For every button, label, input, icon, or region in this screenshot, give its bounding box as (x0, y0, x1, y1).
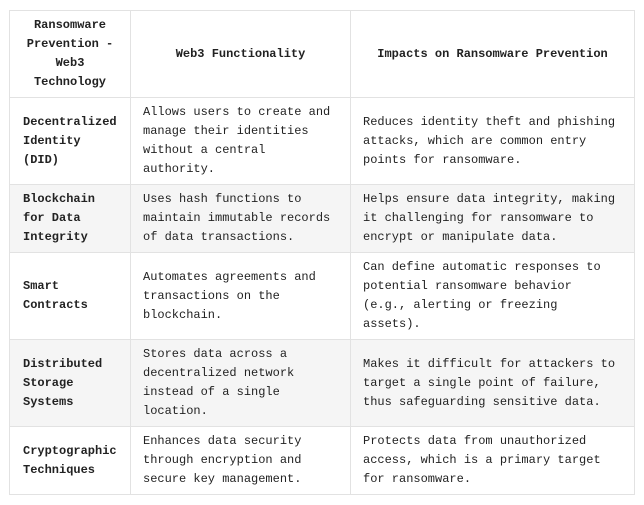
technology-cell: Cryptographic Techniques (10, 427, 131, 495)
technology-cell: Smart Contracts (10, 253, 131, 340)
technology-cell: Distributed Storage Systems (10, 340, 131, 427)
table-row (10, 185, 635, 253)
web3-ransomware-table (9, 10, 635, 495)
impact-cell: Reduces identity theft and phishing attacks, which are common entry points for ransomware. (351, 98, 635, 185)
technology-cell: Decentralized Identity (DID) (10, 98, 131, 185)
header-functionality: Web3 Functionality (131, 11, 351, 98)
technology-cell: Blockchain for Data Integrity (10, 185, 131, 253)
table-row (10, 98, 635, 185)
impact-cell: Protects data from unauthorized access, which is a primary target for ransomware. (351, 427, 635, 495)
table-row (10, 253, 635, 340)
header-technology: Ransomware Prevention - Web3 Technology (10, 11, 131, 98)
functionality-cell: Stores data across a decentralized network instead of a single location. (131, 340, 351, 427)
impact-cell: Makes it difficult for attackers to target a single point of failure, thus safeguarding sensitive data. (351, 340, 635, 427)
functionality-cell: Allows users to create and manage their identities without a central authority. (131, 98, 351, 185)
functionality-cell: Enhances data security through encryption and secure key management. (131, 427, 351, 495)
functionality-cell: Automates agreements and transactions on the blockchain. (131, 253, 351, 340)
functionality-cell: Uses hash functions to maintain immutable records of data transactions. (131, 185, 351, 253)
impact-cell: Helps ensure data integrity, making it challenging for ransomware to encrypt or manipulate data. (351, 185, 635, 253)
impact-cell: Can define automatic responses to potential ransomware behavior (e.g., alerting or freezing assets). (351, 253, 635, 340)
header-row (10, 11, 635, 98)
table-row (10, 427, 635, 495)
table-row (10, 340, 635, 427)
header-impact: Impacts on Ransomware Prevention (351, 11, 635, 98)
